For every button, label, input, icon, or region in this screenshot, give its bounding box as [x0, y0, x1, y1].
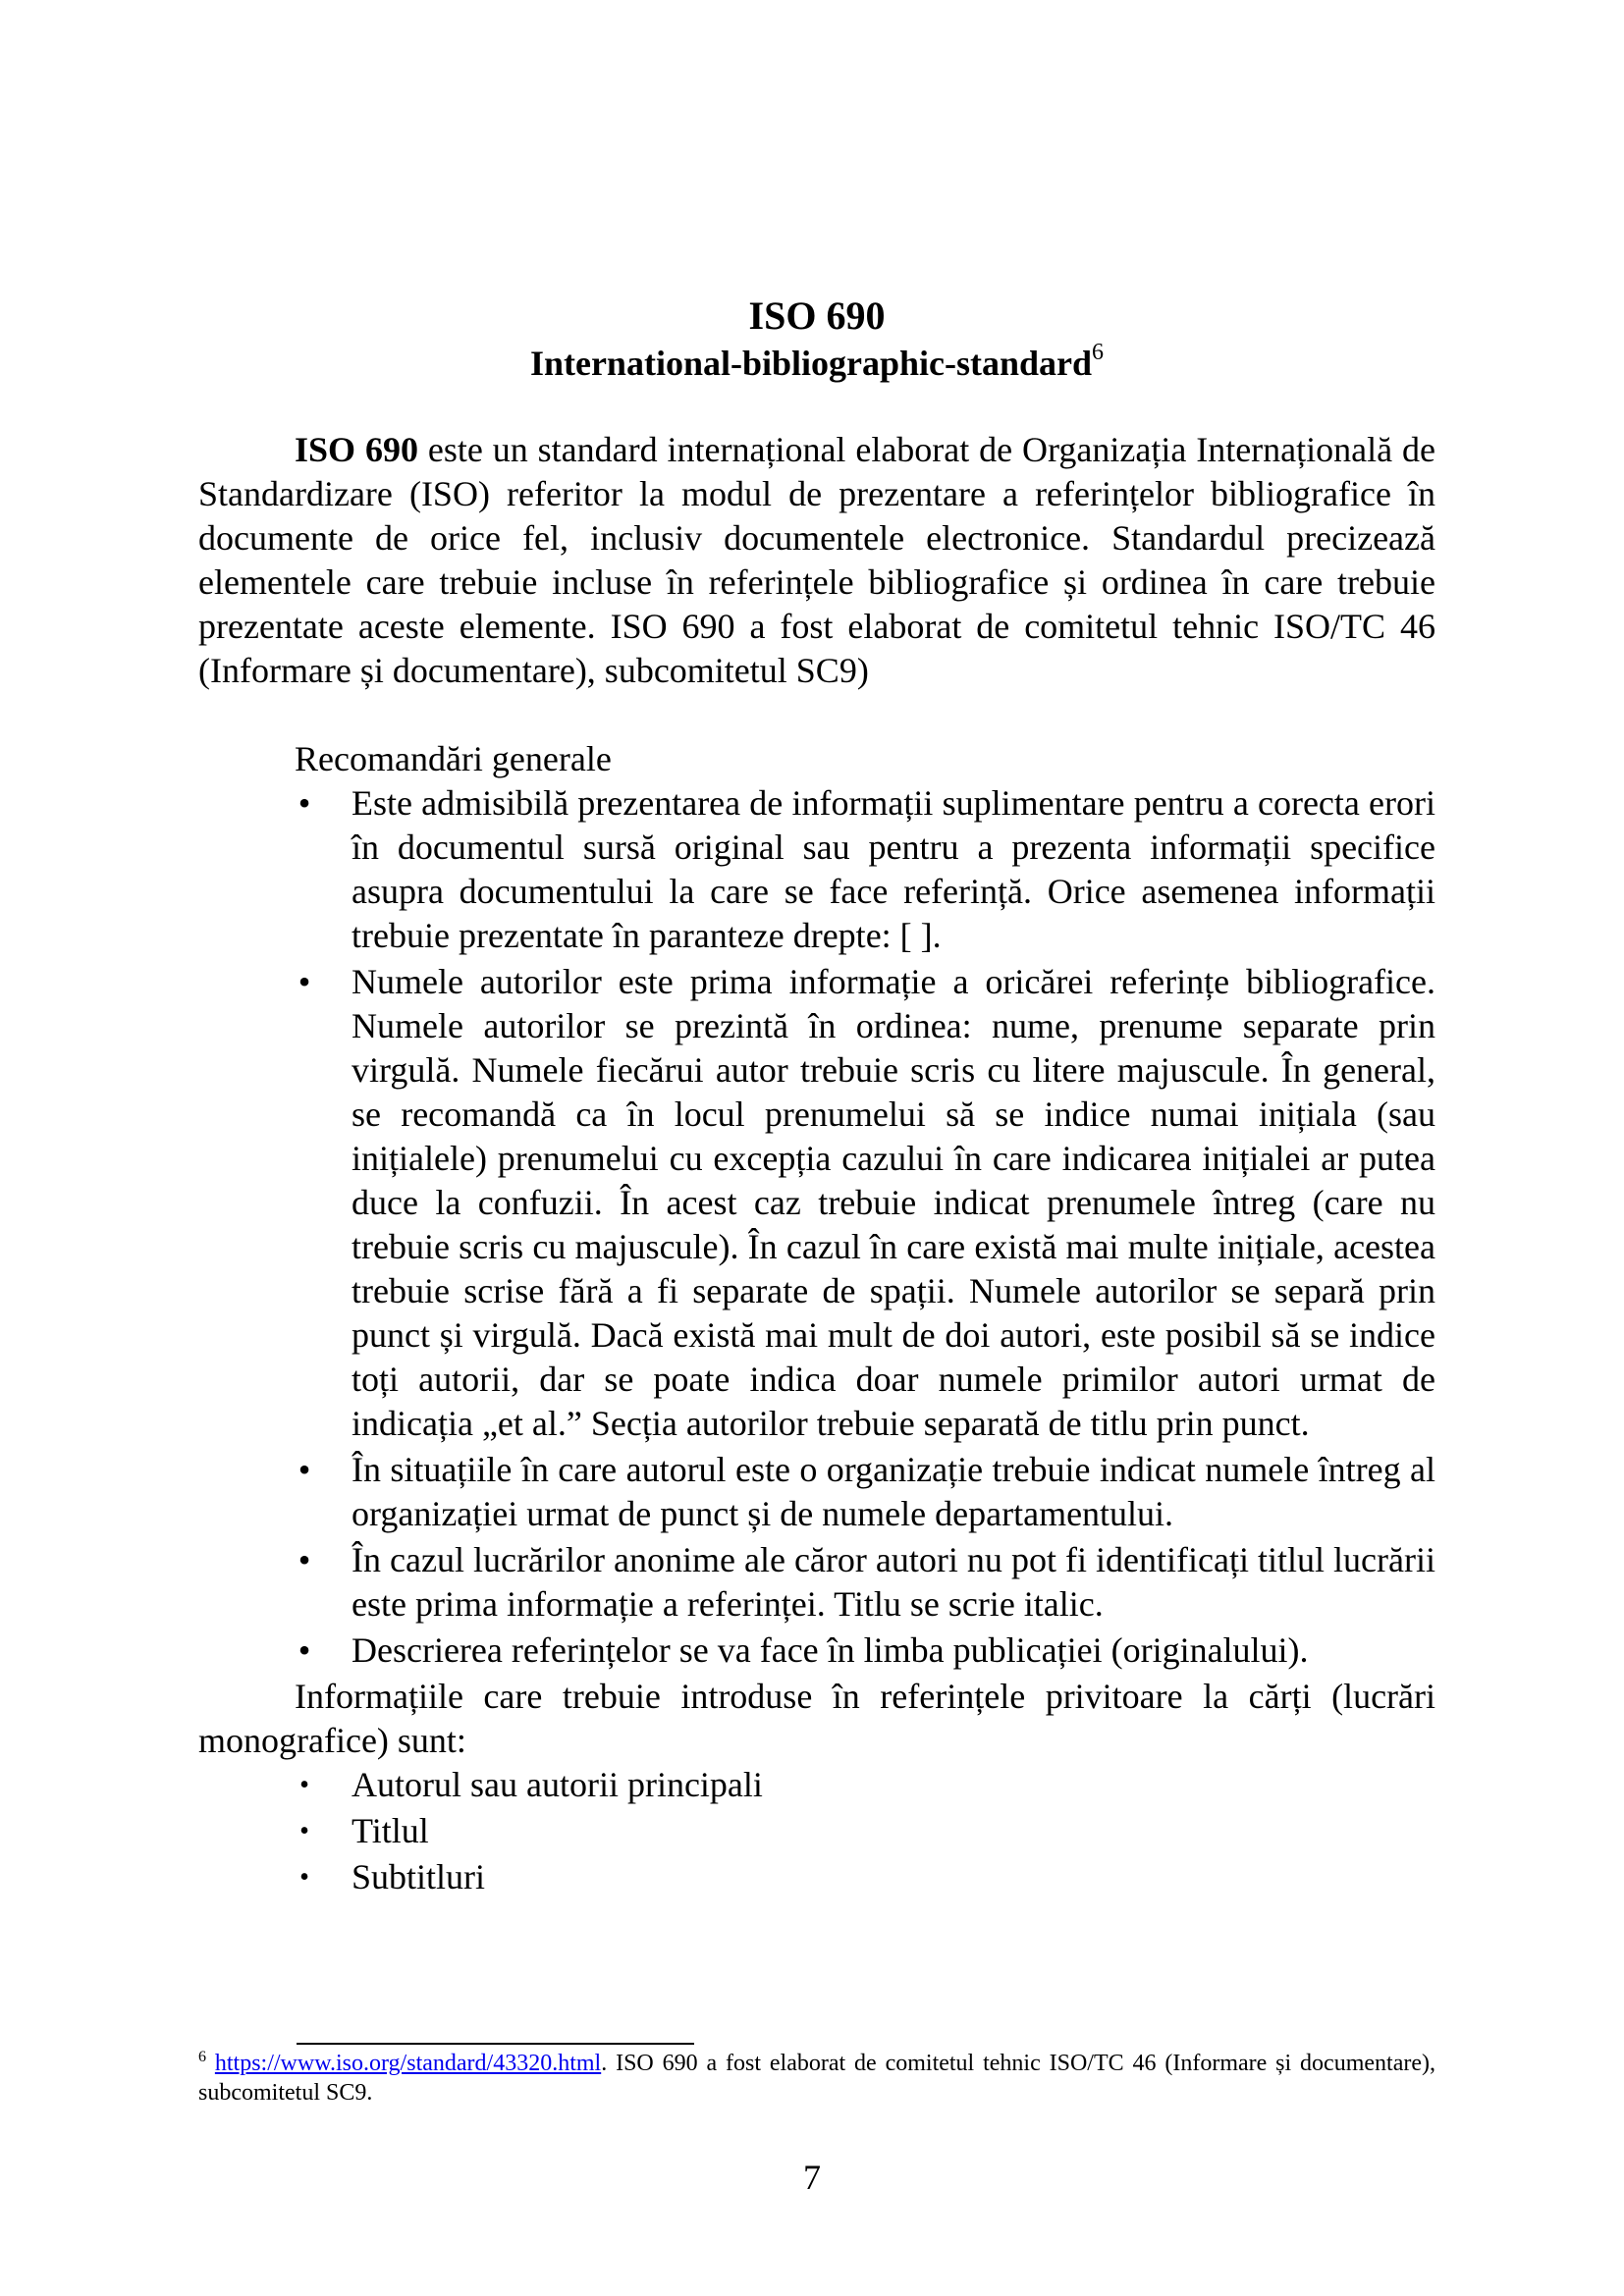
page-number: 7 — [803, 2158, 821, 2197]
list-item-text: În cazul lucrărilor anonime ale căror autori nu pot fi identificați titlul lucrării este prima informație a referinței. Titlu se scrie italic. — [352, 1540, 1435, 1624]
intro-text: este un standard internațional elaborat de Organizația Internațională de Standardizare (ISO) referitor la modul de prezentare a referințelor bibliografice în documente de orice fel, inclusiv documentele electronice. Standardul precizează elementele care trebuie incluse în referințele bibliografice și ordinea în care trebuie prezentate aceste elemente. ISO 690 a fost elaborat de comitetul tehnic ISO/TC 46 (Informare și documentare), subcomitetul SC9) — [198, 430, 1435, 690]
footnote-marker: 6 — [198, 2049, 206, 2065]
list-item-text: Descrierea referințelor se va face în limba publicației (originalului). — [352, 1630, 1309, 1670]
books-intro-paragraph: Informațiile care trebuie introduse în referințele privitoare la cărți (lucrări monografice) sunt: — [198, 1677, 1435, 1760]
list-item — [298, 1629, 1435, 1673]
list-item-text: Titlul — [352, 1811, 429, 1850]
book-elements-list — [198, 1763, 1435, 1899]
bullet-icon: • — [298, 1540, 311, 1579]
list-item-text: Numele autorilor este prima informație a oricărei referințe bibliografice. Numele autorilor se prezintă în ordinea: nume, prenume separate prin virgulă. Numele fiecărui autor trebuie scris cu litere majuscule. În general, se recomandă ca în locul prenumelui să se indice numai inițiala (sau inițialele) prenumelui cu excepția cazului în care indicarea inițialei ar putea duce la confuzii. În acest caz trebuie indicat prenumele întreg (care nu trebuie scris cu majuscule). În cazul în care există mai multe inițiale, acestea trebuie scrise fără a fi separate de spații. Numele autorilor se separă prin punct și virgulă. Dacă există mai mult de doi autori, este posibil să se indice toți autorii, dar se poate indica doar numele primilor autori urmat de indicația „et al.” Secția autorilor trebuie separată de titlu prin punct. — [352, 962, 1435, 1443]
bullet-icon: • — [298, 1630, 311, 1670]
list-item — [298, 960, 1435, 1446]
recommendations-heading: Recomandări generale — [295, 739, 612, 778]
bullet-icon: • — [299, 1862, 309, 1893]
list-item — [298, 1538, 1435, 1627]
bullet-icon: • — [298, 962, 311, 1001]
page-subtitle — [198, 340, 1435, 387]
bullet-icon: • — [298, 783, 311, 823]
list-item — [299, 1809, 1435, 1853]
footnote-reference[interactable]: 6 — [1092, 340, 1105, 365]
list-item — [298, 781, 1435, 958]
subtitle-text: International-bibliographic-standard — [529, 344, 1093, 383]
recommendations-list — [198, 781, 1435, 1673]
list-item-text: Este admisibilă prezentarea de informații suplimentare pentru a corecta erori în documentul sursă original sau pentru a prezenta informații specifice asupra documentului la care se face referință. Orice asemenea informații trebuie prezentate în paranteze drepte: [ ]. — [352, 783, 1435, 955]
bullet-icon: • — [299, 1816, 309, 1846]
page-content — [198, 293, 1435, 1901]
intro-lead: ISO 690 — [295, 430, 418, 469]
list-item-text: În situațiile în care autorul este o organizație trebuie indicat numele întreg al organizației urmat de punct și de numele departamentului. — [352, 1450, 1435, 1533]
list-item — [299, 1855, 1435, 1899]
list-item — [298, 1448, 1435, 1536]
footnote-link[interactable]: https://www.iso.org/standard/43320.html — [214, 2051, 602, 2076]
list-item — [299, 1763, 1435, 1807]
intro-paragraph — [198, 428, 1435, 693]
list-item-text: Subtitluri — [352, 1857, 486, 1896]
bullet-icon: • — [299, 1770, 309, 1800]
footnote-text: . ISO 690 a fost elaborat de comitetul tehnic ISO/TC 46 (Informare și documentare), subcomitetul SC9. — [198, 2051, 1435, 2106]
bullet-icon: • — [298, 1450, 311, 1489]
list-item-text: Autorul sau autorii principali — [352, 1765, 763, 1804]
page-title: ISO 690 — [748, 294, 886, 338]
footnote-separator — [297, 2043, 694, 2045]
footnote — [198, 2049, 1435, 2108]
